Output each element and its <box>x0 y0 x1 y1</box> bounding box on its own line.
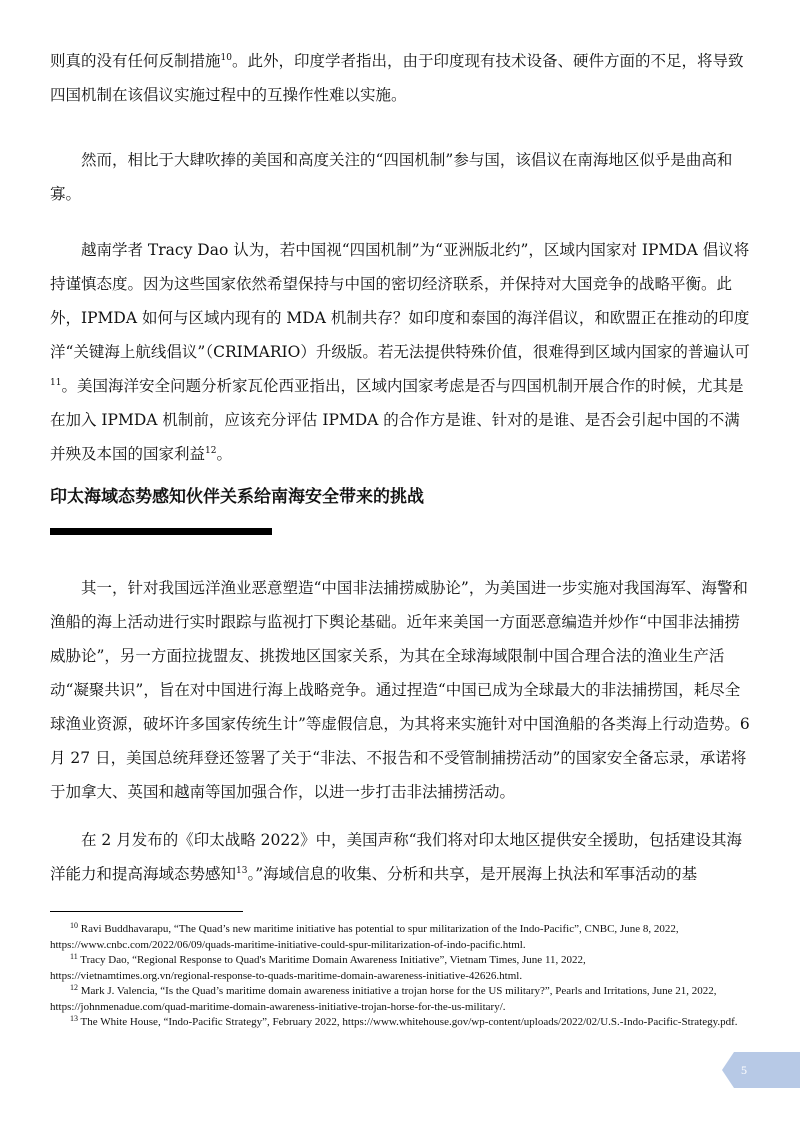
footnote-marker: 13 <box>236 866 248 876</box>
footnote-13 <box>50 1015 752 1031</box>
footnote-text: Ravi Buddhavarapu, “The Quad’s new maritime initiative has potential to spur militarization of the Indo-Pacific”, CNBC, June 8, 2022, https://www.cnbc.com/2022/06/09/quads-maritime-initiative-could-spur-militarization-of-indo-pacific.html. <box>50 923 679 951</box>
paragraph-text: 其一，针对我国远洋渔业恶意塑造“中国非法捕捞威胁论”，为美国进一步实施对我国海军、海警和渔船的海上活动进行实时跟踪与监视打下舆论基础。近年来美国一方面恶意编造并炒作“中国非法捕捞威胁论”，另一方面拉拢盟友、挑拨地区国家关系，为其在全球海域限制中国合理合法的渔业生产活动“凝聚共识”，旨在对中国进行海上战略竞争。通过捏造“中国已成为全球最大的非法捕捞国，耗尽全球渔业资源，破坏许多国家传统生计”等虚假信息，为其将来实施针对中国渔船的各类海上行动造势。6 月 27 日，美国总统拜登还签署了关于“非法、不报告和不受管制捕捞活动”的国家安全备忘录，承诺将于加拿大、英国和越南等国加强合作，以进一步打击非法捕捞活动。 <box>50 579 750 801</box>
footnote-separator <box>50 911 243 912</box>
footnote-text: Tracy Dao, “Regional Response to Quad's Maritime Domain Awareness Initiative”, Vietnam Times, June 11, 2022, https://vietnamtimes.org.vn/regional-response-to-quads-maritime-domain-awareness-initiative-42626.html. <box>50 954 586 982</box>
footnote-number: 13 <box>70 1014 78 1023</box>
page-number: 5 <box>741 1063 747 1077</box>
footnote-number: 10 <box>70 921 78 930</box>
paragraph-south-china-sea <box>50 143 752 211</box>
paragraph-text: 然而，相比于大肆吹捧的美国和高度关注的“四国机制”参与国，该倡议在南海地区似乎是曲高和寡。 <box>50 151 733 203</box>
paragraph-text: 。美国海洋安全问题分析家瓦伦西亚指出，区域内国家考虑是否与四国机制开展合作的时候，尤其是在加入 IPMDA 机制前，应该充分评估 IPMDA 的合作方是谁、针对的是谁、是否会引起中国的不满并殃及本国的国家利益 <box>50 377 744 463</box>
footnotes <box>50 922 752 1031</box>
footnote-text: The White House, “Indo-Pacific Strategy”, February 2022, https://www.whitehouse.gov/wp-content/uploads/2022/02/U.S.-Indo-Pacific-Strategy.pdf. <box>78 1016 738 1028</box>
paragraph-text: 则真的没有任何反制措施 <box>50 52 221 70</box>
paragraph-indo-pacific-strategy <box>50 823 752 891</box>
footnote-marker: 10 <box>220 53 232 63</box>
section-heading: 印太海域态势感知伙伴关系给南海安全带来的挑战 <box>50 487 424 507</box>
footnote-10 <box>50 922 752 953</box>
footnote-marker: 11 <box>50 378 62 388</box>
footnote-text: Mark J. Valencia, “Is the Quad’s maritime domain awareness initiative a trojan horse for the US military?”, Pearls and Irritations, June 21, 2022, https://johnmenadue.com/quad-maritime-domain-awareness-initiative-trojan-horse-for-the-us-military/. <box>50 985 717 1013</box>
paragraph-text: 。”海域信息的收集、分析和共享，是开展海上执法和军事活动的基 <box>247 865 698 883</box>
footnote-number: 11 <box>70 952 78 961</box>
paragraph-text: 越南学者 Tracy Dao 认为，若中国视“四国机制”为“亚洲版北约”，区域内国家对 IPMDA 倡议将持谨慎态度。因为这些国家依然希望保持与中国的密切经济联系，并保持对大国竞争的战略平衡。此外，IPMDA 如何与区域内现有的 MDA 机制共存？如印度和泰国的海洋倡议，和欧盟正在推动的印度洋“关键海上航线倡议”（CRIMARIO）升级版。若无法提供特殊价值，很难得到区域内国家的普遍认可 <box>50 241 750 361</box>
paragraph-tracy-dao <box>50 233 752 471</box>
footnote-11 <box>50 953 752 984</box>
paragraph-text: 。 <box>216 445 232 463</box>
heading-underline-bar <box>50 528 272 535</box>
paragraph-challenge-one <box>50 571 752 809</box>
paragraph-text: 在 2 月发布的《印太战略 2022》中，美国声称“我们将对印太地区提供安全援助，包括建设其海洋能力和提高海域态势感知 <box>50 831 743 883</box>
footnote-marker: 12 <box>205 446 217 456</box>
paragraph-text: 。此外，印度学者指出，由于印度现有技术设备、硬件方面的不足，将导致四国机制在该倡议实施过程中的互操作性难以实施。 <box>50 52 744 104</box>
footnote-number: 12 <box>70 983 78 992</box>
paragraph-intro <box>50 44 752 112</box>
footnote-12 <box>50 984 752 1015</box>
